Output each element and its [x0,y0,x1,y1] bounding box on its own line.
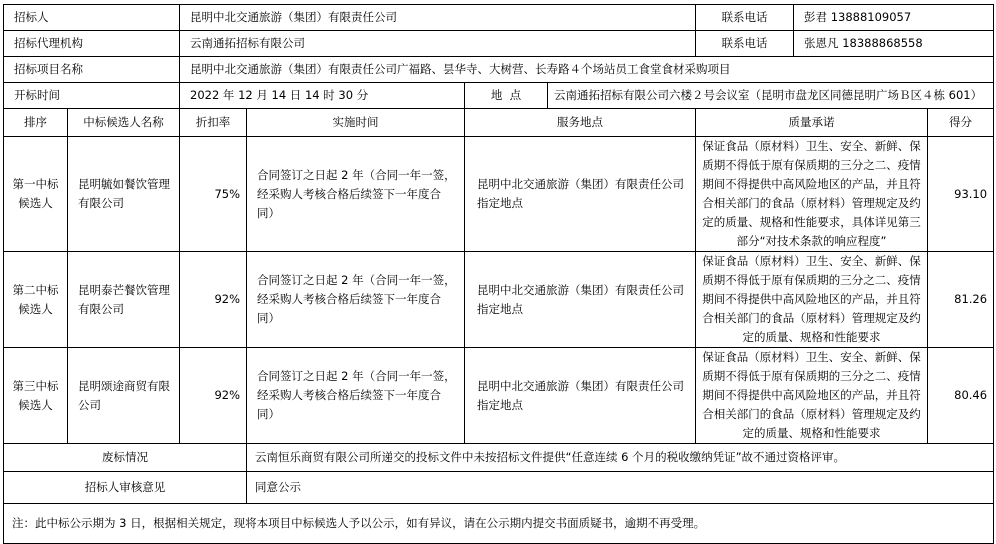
candidate-period: 合同签订之日起 2 年（合同一年一签，经采购人考核合格后续签下一年度合同） [247,252,465,348]
candidate-period: 合同签订之日起 2 年（合同一年一签，经采购人考核合格后续签下一年度合同） [247,137,465,252]
agency-label: 招标代理机构 [4,31,180,57]
project-value: 昆明中北交通旅游（集团）有限责任公司广福路、昙华寺、大树营、长寿路４个场站员工食堂食材采购项目 [180,57,994,83]
note-row [4,504,994,544]
candidate-name: 昆明颂途商贸有限公司 [68,348,180,444]
agency-value: 云南通拓招标有限公司 [180,31,696,57]
candidate-discount: 92% [180,348,247,444]
candidate-rank: 第一中标候选人 [4,137,68,252]
review-row [4,472,994,504]
note-text: 注：此中标公示期为 3 日，根据相关规定，现将本项目中标候选人予以公示，如有异议，请在公示期内提交书面质疑书，逾期不再受理。 [4,504,994,544]
candidate-discount: 92% [180,252,247,348]
rejection-value: 云南恒乐商贸有限公司所递交的投标文件中未按招标文件提供“任意连续 6 个月的税收缴纳凭证”故不通过资格评审。 [247,444,994,472]
candidate-rank: 第三中标候选人 [4,348,68,444]
tenderer-row [4,5,994,31]
candidate-period: 合同签订之日起 2 年（合同一年一签，经采购人考核合格后续签下一年度合同） [247,348,465,444]
candidate-score: 93.10 [928,137,994,252]
project-row [4,57,994,83]
candidate-score: 81.26 [928,252,994,348]
candidate-service: 昆明中北交通旅游（集团）有限责任公司指定地点 [465,137,696,252]
bid-result-table [3,4,994,544]
contact1-label: 联系电话 [696,5,794,31]
col-candidate: 中标候选人名称 [68,109,180,137]
review-value: 同意公示 [247,472,994,504]
candidate-name: 昆明毓如餐饮管理有限公司 [68,137,180,252]
candidate-name: 昆明泰芒餐饮管理有限公司 [68,252,180,348]
bid-announcement-sheet [0,4,996,530]
contact2-value: 张恩凡 18388868558 [794,31,994,57]
col-discount: 折扣率 [180,109,247,137]
open-time-value: 2022 年 12 月 14 日 14 时 30 分 [180,83,465,109]
candidate-service: 昆明中北交通旅游（集团）有限责任公司指定地点 [465,348,696,444]
table-row [4,252,994,348]
candidate-rank: 第二中标候选人 [4,252,68,348]
agency-row [4,31,994,57]
rejection-row [4,444,994,472]
candidate-quality: 保证食品（原材料）卫生、安全、新鲜、保质期不得低于原有保质期的三分之二、疫情期间不得提供中高风险地区的产品，并且符合相关部门的食品（原材料）管理规定及约定的质量、规格和性能要求 [696,252,928,348]
candidate-quality: 保证食品（原材料）卫生、安全、新鲜、保质期不得低于原有保质期的三分之二、疫情期间不得提供中高风险地区的产品，并且符合相关部门的食品（原材料）管理规定及约定的质量、规格和性能要求，具体详见第三部分“对技术条款的响应程度” [696,137,928,252]
candidate-score: 80.46 [928,348,994,444]
col-period: 实施时间 [247,109,465,137]
contact1-value: 彭君 13888109057 [794,5,994,31]
location-value: 云南通拓招标有限公司六楼２号会议室（昆明市盘龙区同德昆明广场Ｂ区４栋 601） [548,83,994,109]
candidate-service: 昆明中北交通旅游（集团）有限责任公司指定地点 [465,252,696,348]
col-service: 服务地点 [465,109,696,137]
column-header-row [4,109,994,137]
tenderer-value: 昆明中北交通旅游（集团）有限责任公司 [180,5,696,31]
table-row [4,348,994,444]
candidate-quality: 保证食品（原材料）卫生、安全、新鲜、保质期不得低于原有保质期的三分之二、疫情期间不得提供中高风险地区的产品，并且符合相关部门的食品（原材料）管理规定及约定的质量、规格和性能要求 [696,348,928,444]
table-row [4,137,994,252]
contact2-label: 联系电话 [696,31,794,57]
tenderer-label: 招标人 [4,5,180,31]
col-score: 得分 [928,109,994,137]
rejection-label: 废标情况 [4,444,247,472]
project-label: 招标项目名称 [4,57,180,83]
open-time-row [4,83,994,109]
location-label: 地 点 [465,83,548,109]
col-rank: 排序 [4,109,68,137]
review-label: 招标人审核意见 [4,472,247,504]
col-quality: 质量承诺 [696,109,928,137]
candidate-discount: 75% [180,137,247,252]
open-time-label: 开标时间 [4,83,180,109]
